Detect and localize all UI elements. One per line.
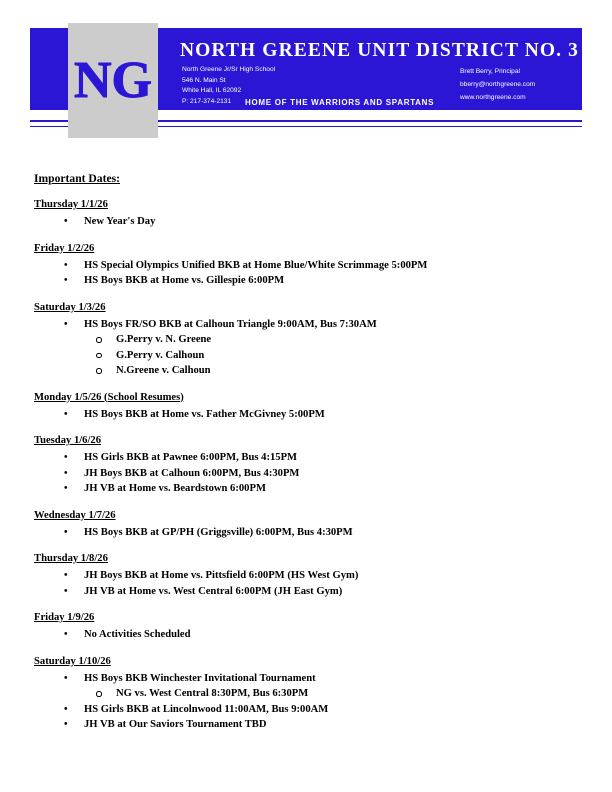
event-item [34,568,579,584]
event-item [34,717,579,733]
event-list [34,627,579,643]
tagline: HOME OF THE WARRIORS AND SPARTANS [245,98,435,107]
contact-block [460,65,535,104]
district-title: NORTH GREENE UNIT DISTRICT NO. 3 [180,40,579,61]
event-text: JH VB at Home vs. West Central 6:00PM (JH East Gym) [84,585,343,597]
event-list [34,525,579,541]
sub-event-text: N.Greene v. Calhoun [116,365,211,376]
bullet-icon: • [64,452,68,463]
event-item [34,584,579,600]
hollow-bullet-icon [96,353,102,359]
event-text: JH VB at Our Saviors Tournament TBD [84,719,267,730]
event-text: HS Girls BKB at Pawnee 6:00PM, Bus 4:15PM [84,452,298,463]
sub-event-item [84,332,579,348]
event-text: JH Boys BKB at Home vs. Pittsfield 6:00PM (HS West Gym) [84,570,359,581]
email-address[interactable]: bberry@northgreene.com [460,81,536,88]
event-text: New Year's Day [84,216,156,227]
date-heading: Friday 1/2/26 [34,242,95,254]
event-item [34,671,579,702]
sub-event-text: G.Perry v. Calhoun [116,349,205,361]
date-heading: Saturday 1/10/26 [34,655,111,667]
hollow-bullet-icon [96,691,102,697]
event-item [34,481,579,497]
event-item [34,525,579,541]
bullet-icon: • [64,570,68,581]
page-title: Important Dates: [34,172,120,185]
date-heading: Monday 1/5/26 (School Resumes) [34,391,184,403]
address-line-2: White Hall, IL 62092 [182,87,242,94]
website-url[interactable]: www.northgreene.com [460,94,526,101]
event-item [34,702,579,718]
bullet-icon: • [64,719,68,730]
bullet-icon: • [64,483,68,494]
date-heading: Saturday 1/3/26 [34,301,106,313]
svg-text:NG: NG [74,51,152,109]
sub-event-list [84,686,579,702]
sub-event-item [84,363,579,379]
sub-event-item [84,348,579,364]
event-list [34,258,579,289]
hollow-bullet-icon [96,337,102,343]
date-heading: Thursday 1/1/26 [34,199,108,210]
event-list [34,568,579,599]
address-line-1: 546 N. Main St [182,76,226,84]
school-logo [68,23,158,138]
bullet-icon: • [64,672,68,684]
event-item [34,450,579,466]
bullet-icon: • [64,408,68,420]
event-item [34,627,579,643]
event-text: HS Boys BKB at GP/PH (Griggsville) 6:00PM, Bus 4:30PM [84,526,353,538]
event-text: JH VB at Home vs. Beardstown 6:00PM [84,483,266,494]
sub-event-text: G.Perry v. N. Greene [116,334,212,345]
bullet-icon: • [64,629,68,640]
event-text: HS Boys BKB Winchester Invitational Tournament [84,672,316,684]
principal-name: Brett Berry, Principal [460,68,520,75]
bullet-icon: • [64,526,68,538]
event-text: HS Boys BKB at Home vs. Father McGivney 5:00PM [84,408,325,420]
sub-event-item [84,686,579,702]
date-block [34,656,579,733]
date-block [34,392,579,423]
event-text: HS Girls BKB at Lincolnwood 11:00AM, Bus 9:00AM [84,703,329,715]
date-list [34,199,579,733]
bullet-icon: • [64,216,68,227]
date-block [34,435,579,497]
bullet-icon: • [64,703,68,715]
document-body [34,172,579,746]
sub-event-text: NG vs. West Central 8:30PM, Bus 6:30PM [116,688,309,699]
event-item [34,407,579,423]
school-name: North Greene Jr/Sr High School [182,66,276,73]
date-block [34,199,579,230]
event-text: HS Boys BKB at Home vs. Gillespie 6:00PM [84,275,285,286]
event-list [34,317,579,379]
date-heading: Friday 1/9/26 [34,612,95,623]
event-list [34,407,579,423]
date-block [34,243,579,289]
bullet-icon: • [64,259,68,271]
bullet-icon: • [64,585,68,597]
event-item [34,273,579,289]
event-text: HS Special Olympics Unified BKB at Home Blue/White Scrimmage 5:00PM [84,259,428,271]
event-item [34,214,579,230]
event-item [34,258,579,274]
bullet-icon: • [64,467,68,479]
event-text: HS Boys FR/SO BKB at Calhoun Triangle 9:00AM, Bus 7:30AM [84,318,377,330]
phone-number: P: 217-374-2131 [182,97,232,105]
letterhead [30,28,582,128]
event-list [34,671,579,733]
event-text: No Activities Scheduled [84,629,191,640]
event-item [34,317,579,379]
hollow-bullet-icon [96,368,102,374]
event-text: JH Boys BKB at Calhoun 6:00PM, Bus 4:30PM [84,467,300,479]
date-block [34,302,579,379]
date-block [34,612,579,643]
bullet-icon: • [64,318,68,330]
date-block [34,510,579,541]
date-heading: Thursday 1/8/26 [34,553,108,564]
date-block [34,553,579,599]
event-list [34,450,579,497]
bullet-icon: • [64,275,68,286]
event-list [34,214,579,230]
sub-event-list [84,332,579,379]
date-heading: Tuesday 1/6/26 [34,435,102,446]
event-item [34,466,579,482]
date-heading: Wednesday 1/7/26 [34,509,116,521]
